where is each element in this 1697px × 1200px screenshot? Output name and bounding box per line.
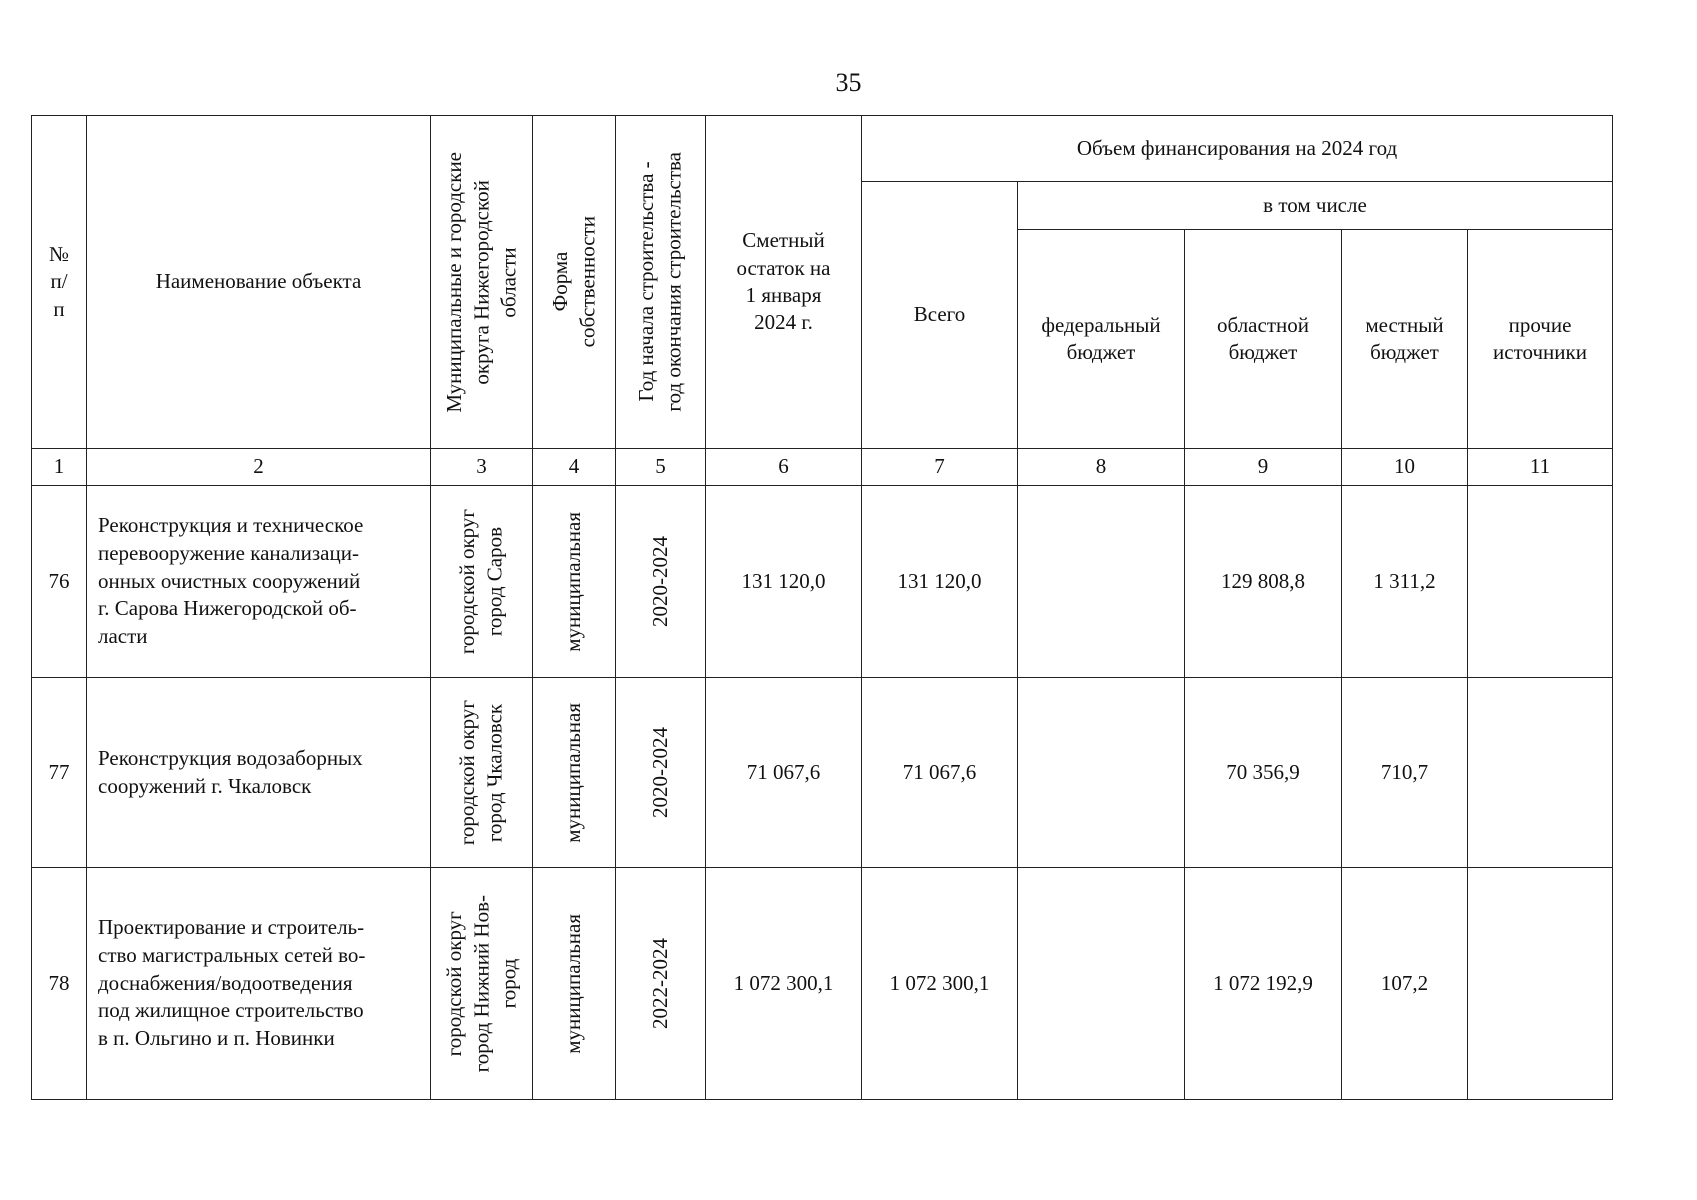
regional-budget: 129 808,8 xyxy=(1185,486,1342,678)
header-col-other: прочие источники xyxy=(1468,230,1613,449)
header-col-federal: федеральный бюджет xyxy=(1018,230,1185,449)
column-number: 1 xyxy=(32,449,87,486)
column-number: 7 xyxy=(862,449,1018,486)
estimate-balance: 1 072 300,1 xyxy=(706,868,862,1100)
ownership: муниципальная xyxy=(533,678,616,868)
header-row-1 xyxy=(32,116,1613,182)
construction-years: 2022-2024 xyxy=(616,868,706,1100)
column-number: 6 xyxy=(706,449,862,486)
row-number: 77 xyxy=(32,678,87,868)
header-col-total: Всего xyxy=(862,182,1018,449)
other-sources xyxy=(1468,678,1613,868)
column-number: 10 xyxy=(1342,449,1468,486)
table-row xyxy=(32,486,1613,678)
local-budget: 1 311,2 xyxy=(1342,486,1468,678)
column-number: 9 xyxy=(1185,449,1342,486)
header-col-estimate: Сметный остаток на 1 января 2024 г. xyxy=(706,116,862,449)
municipality: городской округ город Нижний Нов- город xyxy=(431,868,533,1100)
column-number: 11 xyxy=(1468,449,1613,486)
federal-budget xyxy=(1018,868,1185,1100)
ownership: муниципальная xyxy=(533,486,616,678)
row-number: 78 xyxy=(32,868,87,1100)
table-row xyxy=(32,678,1613,868)
object-name: Проектирование и строитель- ство магистральных сетей во- доснабжения/водоотведения под жилищное строительство в п. Ольгино и п. Новинки xyxy=(87,868,431,1100)
investment-table xyxy=(31,115,1613,1100)
header-col-municipality: Муниципальные и городские округа Нижегородской области xyxy=(431,116,533,449)
estimate-balance: 131 120,0 xyxy=(706,486,862,678)
column-number: 2 xyxy=(87,449,431,486)
header-col-ownership: Форма собственности xyxy=(533,116,616,449)
funding-total: 1 072 300,1 xyxy=(862,868,1018,1100)
header-including: в том числе xyxy=(1018,182,1613,230)
regional-budget: 1 072 192,9 xyxy=(1185,868,1342,1100)
other-sources xyxy=(1468,486,1613,678)
construction-years: 2020-2024 xyxy=(616,486,706,678)
column-number: 3 xyxy=(431,449,533,486)
column-number-row xyxy=(32,449,1613,486)
header-col-regional: областной бюджет xyxy=(1185,230,1342,449)
table-row xyxy=(32,868,1613,1100)
regional-budget: 70 356,9 xyxy=(1185,678,1342,868)
column-number: 4 xyxy=(533,449,616,486)
funding-total: 71 067,6 xyxy=(862,678,1018,868)
header-col-name: Наименование объекта xyxy=(87,116,431,449)
local-budget: 710,7 xyxy=(1342,678,1468,868)
federal-budget xyxy=(1018,678,1185,868)
row-number: 76 xyxy=(32,486,87,678)
municipality: городской округ город Чкаловск xyxy=(431,678,533,868)
header-col-local: местный бюджет xyxy=(1342,230,1468,449)
estimate-balance: 71 067,6 xyxy=(706,678,862,868)
object-name: Реконструкция и техническое перевооружение канализаци- онных очистных сооружений г. Сарова Нижегородской об- ласти xyxy=(87,486,431,678)
ownership: муниципальная xyxy=(533,868,616,1100)
header-funding-title: Объем финансирования на 2024 год xyxy=(862,116,1613,182)
column-number: 5 xyxy=(616,449,706,486)
header-col-num: № п/ п xyxy=(32,116,87,449)
column-number: 8 xyxy=(1018,449,1185,486)
header-col-years: Год начала строительства - год окончания строительства xyxy=(616,116,706,449)
local-budget: 107,2 xyxy=(1342,868,1468,1100)
page-number: 35 xyxy=(835,68,862,97)
other-sources xyxy=(1468,868,1613,1100)
object-name: Реконструкция водозаборных сооружений г. Чкаловск xyxy=(87,678,431,868)
construction-years: 2020-2024 xyxy=(616,678,706,868)
funding-total: 131 120,0 xyxy=(862,486,1018,678)
municipality: городской округ город Саров xyxy=(431,486,533,678)
federal-budget xyxy=(1018,486,1185,678)
